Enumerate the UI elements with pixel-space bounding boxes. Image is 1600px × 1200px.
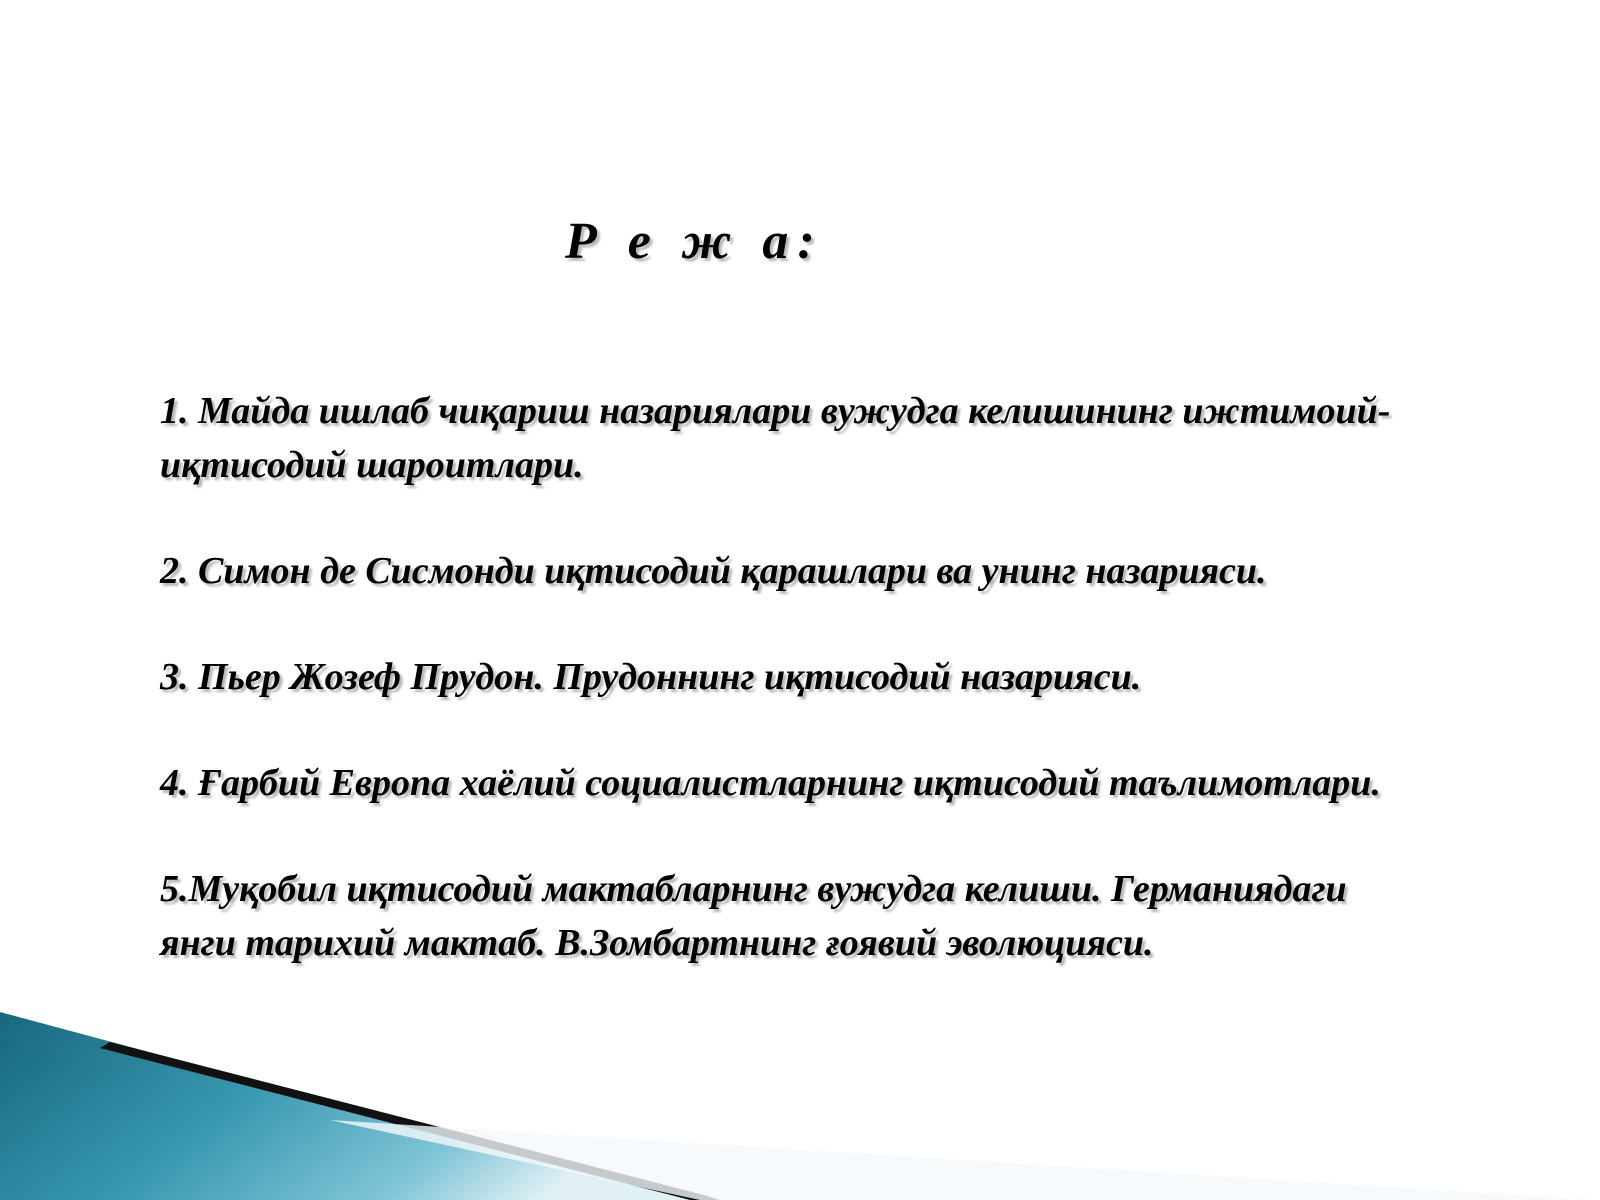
slide-title: Р е ж а:	[565, 213, 824, 270]
plan-item-1: 1. Майда ишлаб чиқариш назариялари вужудга келишининг ижтимоий-иқтисодий шароитлари.	[160, 390, 1391, 486]
plan-item-5: 5.Муқобил иқтисодий мактабларнинг вужудга келиши. Германиядаги янги тарихий мактаб. В.Зомбартнинг ғоявий эволюцияси.	[160, 868, 1347, 964]
plan-item-2: 2. Симон де Сисмонди иқтисодий қарашлари ва унинг назарияси.	[160, 550, 1267, 592]
plan-item-3: 3. Пьер Жозеф Прудон. Прудоннинг иқтисодий назарияси.	[160, 656, 1142, 698]
plan-item-4: 4. Ғарбий Европа хаёлий социалистларнинг иқтисодий таълимотлари.	[160, 762, 1381, 804]
plan-list	[160, 384, 1420, 1022]
